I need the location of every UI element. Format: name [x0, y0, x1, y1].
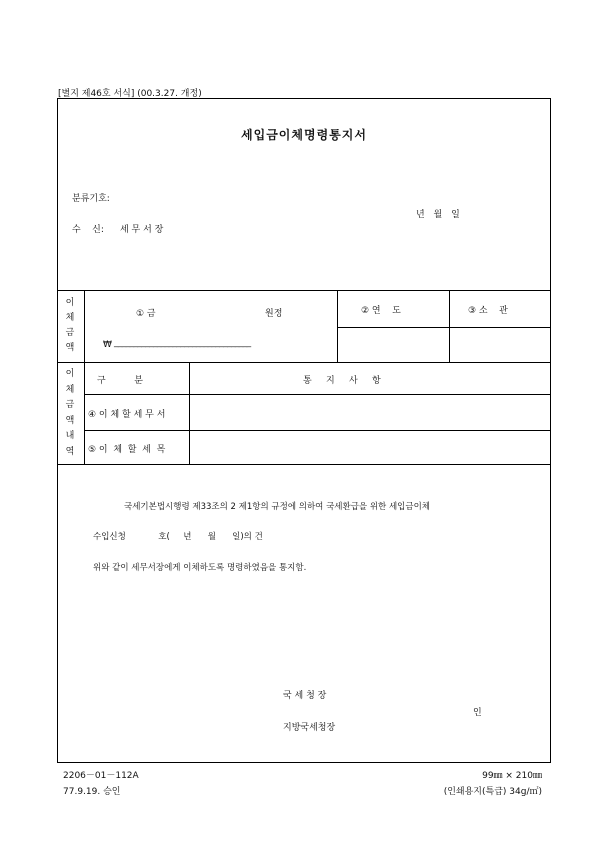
date-line: 년 월 일 [416, 210, 460, 220]
form-code: 2206－01－112A [63, 771, 139, 781]
divider-details-bottom [57, 464, 551, 465]
column-notice: 통 지 사 항 [303, 376, 381, 386]
amount-label: ① 금 [136, 309, 156, 319]
transfer-tax-item-label: ⑤ 이 체 할 세 목 [88, 445, 166, 455]
year-office-divider [449, 290, 450, 362]
recipient-value: 세 무 서 장 [120, 225, 164, 235]
seal-mark: 인 [473, 708, 482, 718]
amount-side-label: 이 체 금 액 [65, 298, 75, 353]
transfer-tax-office-label: ④ 이 체 할 세 무 서 [88, 410, 166, 420]
office-label: ③ 소 관 [468, 306, 508, 316]
details-column-divider [189, 362, 190, 464]
divider-amount-top [57, 290, 551, 291]
paper-size: 99㎜ × 210㎜ [482, 771, 542, 781]
approval-date: 77.9.19. 승인 [63, 787, 121, 797]
divider-details-row1 [84, 394, 551, 395]
amount-year-divider [337, 290, 338, 362]
issuer-regional-tax-office: 지방국세청장 [283, 723, 336, 733]
form-reference: [별지 제46호 서식] (00.3.27. 개정) [58, 89, 202, 99]
recipient-label: 수 신: [72, 225, 104, 235]
classification-label: 분류기호: [72, 194, 110, 204]
column-category: 구 분 [97, 376, 143, 386]
issuer-national-tax-service: 국 세 청 장 [283, 691, 327, 701]
paper-spec: (인쇄용지(특급) 34g/㎡) [443, 787, 542, 797]
divider-details-row2 [84, 430, 551, 431]
body-line-2: 수입신청 호( 년 월 일)의 건 [93, 532, 263, 542]
body-line-1: 국세기본법시행령 제33조의 2 제1항의 규정에 의하여 국세환급을 위한 세입금이체 [124, 502, 431, 512]
document-title: 세입금이체명령통지서 [241, 128, 367, 142]
won-sign: ₩ [103, 340, 112, 350]
won-amount-line: ___________________________________ [114, 338, 251, 348]
year-label: ② 연 도 [361, 306, 401, 316]
details-side-label: 이 체 금 액 내 역 [65, 369, 75, 457]
divider-details-top [57, 362, 551, 363]
side-column-divider [84, 290, 85, 464]
divider-amount-mid [337, 327, 551, 328]
body-line-3: 위와 같이 세무서장에게 이체하도록 명령하였음을 통지함. [93, 563, 307, 573]
amount-suffix: 원정 [265, 309, 283, 319]
